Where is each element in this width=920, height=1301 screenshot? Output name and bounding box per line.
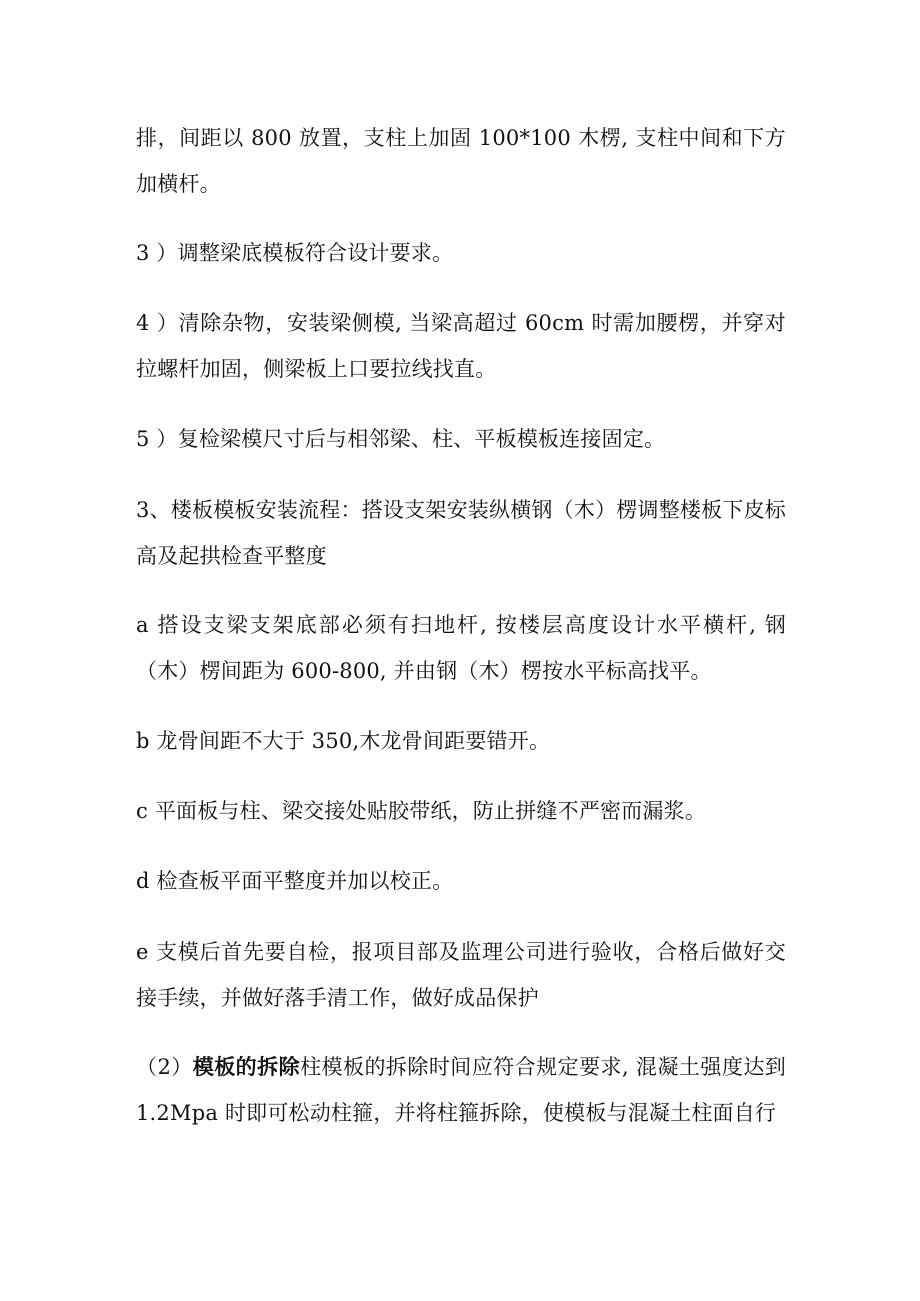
section-heading: 模板的拆除 (192, 1054, 301, 1079)
paragraph-2: 3 ）调整梁底模板符合设计要求。 (136, 241, 454, 265)
section-body: 柱模板的拆除时间应符合规定要求, 混凝土强度达到1.2Mpa 时即可松动柱箍，并将柱箍拆除，使模板与混凝土柱面自行 (136, 1055, 786, 1125)
paragraph-5: 3、楼板模板安装流程：搭设支架安装纵横钢（木）楞调整楼板下皮标高及起拱检查平整度 (136, 498, 786, 568)
paragraph-4: 5 ）复检梁模尺寸后与相邻梁、柱、平板模板连接固定。 (136, 427, 666, 451)
paragraph-1: 排，间距以 800 放置，支柱上加固 100*100 木楞, 支柱中间和下方加横杆。 (136, 126, 786, 196)
paragraph-11 (136, 1044, 786, 1136)
paragraph-8: c 平面板与柱、梁交接处贴胶带纸，防止拼缝不严密而漏浆。 (136, 799, 707, 823)
paragraph-9: d 检查板平面平整度并加以校正。 (136, 869, 454, 893)
section-number: （2） (136, 1055, 193, 1079)
paragraph-7: b 龙骨间距不大于 350,木龙骨间距要错开。 (136, 729, 551, 753)
paragraph-6: a 搭设支梁支架底部必须有扫地杆, 按楼层高度设计水平横杆, 钢（木）楞间距为 600-800, 并由钢（木）楞按水平标高找平。 (136, 613, 786, 683)
paragraph-3: 4 ）清除杂物，安装梁侧模, 当梁高超过 60cm 时需加腰楞，并穿对拉螺杆加固，侧梁板上口要拉线找直。 (136, 311, 786, 381)
paragraph-10: e 支模后首先要自检，报项目部及监理公司进行验收，合格后做好交接手续，并做好落手清工作，做好成品保护 (136, 940, 786, 1010)
